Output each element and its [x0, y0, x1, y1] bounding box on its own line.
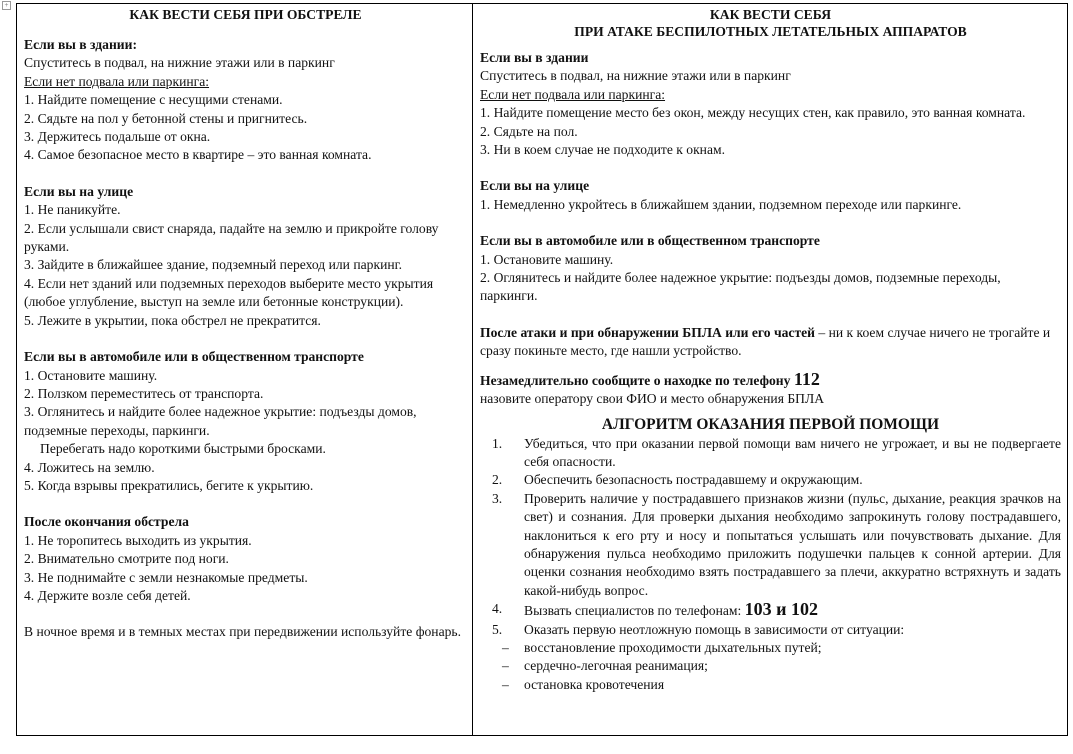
after-attack-rest: – ни к коем случае ничего не трогайте и сразу покиньте место, где нашли устройство. — [480, 324, 1051, 359]
shelling-building-section — [24, 36, 467, 165]
shelling-title: КАК ВЕСТИ СЕБЯ ПРИ ОБСТРЕЛЕ — [129, 7, 362, 22]
subitem-text: восстановление проходимости дыхательных путей; — [524, 639, 822, 655]
shelling-after-section — [24, 513, 467, 605]
list-item: 1. Найдите помещение с несущими стенами. — [24, 92, 283, 108]
drone-title-line2: ПРИ АТАКЕ БЕСПИЛОТНЫХ ЛЕТАТЕЛЬНЫХ АППАРАТОВ — [574, 24, 967, 39]
dash-bullet: – — [502, 658, 509, 674]
first-aid-subitem — [480, 639, 1061, 657]
emergency-phone: 112 — [793, 368, 820, 389]
first-aid-step — [480, 600, 1061, 620]
drone-title-line1: КАК ВЕСТИ СЕБЯ — [709, 7, 832, 22]
list-item: 5. Когда взрывы прекратились, бегите к укрытию. — [24, 477, 314, 493]
subheading: Если нет подвала или паркинга: — [480, 86, 666, 102]
first-aid-step — [480, 471, 1061, 489]
section-title: Если вы в автомобиле или в общественном транспорте — [24, 349, 364, 365]
list-item: 2. Внимательно смотрите под ноги. — [24, 551, 229, 567]
dash-bullet: – — [502, 639, 509, 655]
list-item: 3. Зайдите в ближайшее здание, подземный переход или паркинг. — [24, 257, 403, 273]
report-detail: назовите оператору свои ФИО и место обнаружения БПЛА — [480, 391, 825, 407]
drone-street-section — [480, 177, 1061, 214]
paragraph: Спуститесь в подвал, на нижние этажи или в паркинг — [480, 68, 791, 84]
list-item: 3. Оглянитесь и найдите более надежное укрытие: подъезды домов, подземные переходы, паркинги. — [24, 404, 417, 438]
step-text: Оказать первую неотложную помощь в зависимости от ситуации: — [524, 621, 905, 637]
specialist-phones: 103 и 102 — [744, 599, 819, 620]
list-item: 5. Лежите в укрытии, пока обстрел не прекратится. — [24, 312, 321, 328]
list-item: 1. Остановите машину. — [480, 251, 614, 267]
step-number: 1. — [492, 435, 503, 451]
list-item: 1. Не торопитесь выходить из укрытия. — [24, 532, 252, 548]
list-item: 1. Немедленно укройтесь в ближайшем здании, подземном переходе или паркинге. — [480, 196, 962, 212]
step-text — [524, 600, 1061, 620]
after-attack-warning — [480, 324, 1061, 361]
table-move-handle-icon[interactable]: + — [2, 1, 11, 10]
list-item: 3. Не поднимайте с земли незнакомые предметы. — [24, 569, 308, 585]
list-item: 1. Найдите помещение место без окон, между несущих стен, как правило, это ванная комната. — [480, 105, 1026, 121]
list-item: 4. Держите возле себя детей. — [24, 587, 191, 603]
section-title: После окончания обстрела — [24, 514, 189, 530]
list-item: 1. Не паникуйте. — [24, 202, 121, 218]
list-item: 3. Ни в коем случае не подходите к окнам. — [480, 142, 725, 158]
step-number: 4. — [492, 601, 503, 617]
first-aid-step — [480, 490, 1061, 600]
section-title: Если вы в здании: — [24, 37, 137, 52]
section-title: Если вы на улице — [480, 178, 590, 194]
step-text: Убедиться, что при оказании первой помощи вам ничего не угрожает, и вы не подвергаете себя опасности. — [524, 435, 1061, 469]
report-bold: Незамедлительно сообщите о находке по телефону — [480, 372, 794, 388]
subitem-text: сердечно-легочная реанимация; — [524, 658, 708, 674]
first-aid-step — [480, 621, 1061, 639]
shelling-column — [17, 4, 473, 735]
list-item: 2. Ползком переместитесь от транспорта. — [24, 385, 264, 401]
after-attack-bold: После атаки и при обнаружении БПЛА или его частей — [480, 324, 815, 340]
list-item: 2. Сядьте на пол. — [480, 123, 578, 139]
step-text-main: Вызвать специалистов по телефонам: — [524, 603, 745, 619]
list-item: 2. Сядьте на пол у бетонной стены и пригнитесь. — [24, 110, 308, 126]
drone-building-section — [480, 49, 1061, 159]
list-item: 1. Остановите машину. — [24, 367, 158, 383]
section-title: Если вы в автомобиле или в общественном транспорте — [480, 233, 820, 249]
shelling-street-section — [24, 183, 467, 330]
dash-bullet: – — [502, 676, 509, 692]
list-item: 4. Самое безопасное место в квартире – это ванная комната. — [24, 147, 372, 163]
step-number: 3. — [492, 490, 503, 506]
drone-car-section — [480, 232, 1061, 306]
paragraph: Спуститесь в подвал, на нижние этажи или в паркинг — [24, 55, 335, 71]
night-note: В ночное время и в темных местах при передвижении используйте фонарь. — [24, 624, 462, 640]
step-text: Проверить наличие у пострадавшего признаков жизни (пульс, дыхание, реакция зрачков на свет) и сознания. Для проверки дыхания необходимо запрокинуть голову пострадавшего, наклониться к его рту и носу и попытаться услышать или почувствовать дыхание. Для обнаружения пульса необходимо приложить подушечки пальцев к сонной артерии. Для оценки сознания необходимо взять пострадавшего за плечи, аккуратно встряхнуть и задать какой-нибудь вопрос. — [524, 490, 1061, 598]
list-item: 2. Если услышали свист снаряда, падайте на землю и прикройте голову руками. — [24, 220, 439, 255]
list-item: 3. Держитесь подальше от окна. — [24, 129, 211, 145]
step-text: Обеспечить безопасность пострадавшему и окружающим. — [524, 472, 863, 488]
first-aid-title: АЛГОРИТМ ОКАЗАНИЯ ПЕРВОЙ ПОМОЩИ — [601, 415, 940, 433]
first-aid-subitem — [480, 657, 1061, 675]
first-aid-step — [480, 435, 1061, 472]
report-line — [480, 370, 1061, 390]
first-aid-subitem — [480, 676, 1061, 694]
list-item: 4. Ложитесь на землю. — [24, 459, 155, 475]
step-number: 2. — [492, 472, 503, 488]
list-item: Перебегать надо короткими быстрыми бросками. — [40, 441, 326, 457]
step-number: 5. — [492, 621, 503, 637]
shelling-car-section — [24, 348, 467, 495]
subitem-text: остановка кровотечения — [524, 676, 665, 692]
drone-column — [473, 4, 1067, 735]
subheading: Если нет подвала или паркинга: — [24, 73, 210, 89]
list-item: 4. Если нет зданий или подземных переходов выберите место укрытия (любое углубление, выступ на земле или бетонные конструкции). — [24, 275, 434, 310]
info-table — [16, 3, 1068, 736]
section-title: Если вы на улице — [24, 183, 134, 199]
list-item: 2. Оглянитесь и найдите более надежное укрытие: подъезды домов, подземные переходы, паркинги. — [480, 270, 1001, 304]
section-title: Если вы в здании — [480, 50, 589, 65]
